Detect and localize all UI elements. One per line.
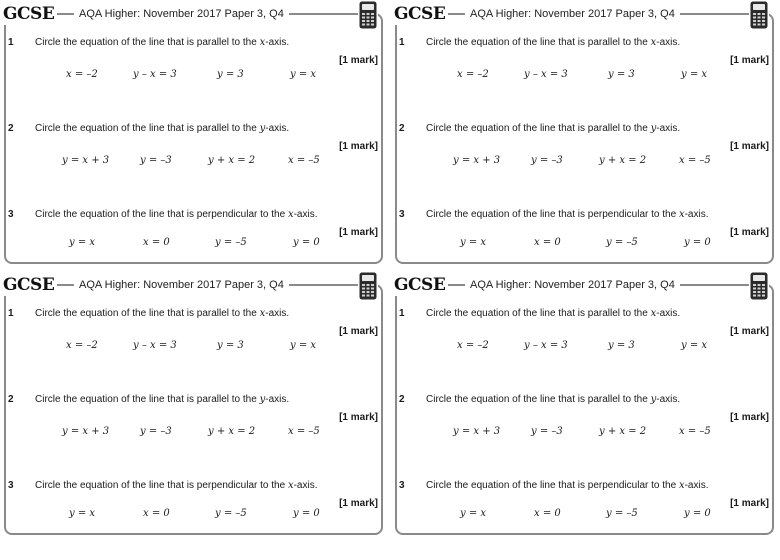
answer-option[interactable]: y = x [460,237,487,248]
calculator-icon [358,272,378,300]
answer-option[interactable]: x = –2 [66,340,98,351]
question-text-post: -axis. [684,480,709,491]
answer-option[interactable]: y = x + 3 [62,155,110,166]
question-text [35,209,317,220]
answer-option[interactable]: y = –3 [140,155,172,166]
answer-option[interactable]: y = 0 [684,237,711,248]
mark-allocation: [1 mark] [730,227,769,238]
question [391,480,776,560]
card-header [0,0,385,28]
axis-variable: y [650,123,657,134]
question-text-post: -axis. [265,37,290,48]
question [391,37,776,117]
axis-variable: x [650,308,657,319]
question-text [426,209,708,220]
answer-option[interactable]: y = x [69,508,96,519]
answer-option[interactable]: y + x = 2 [208,426,256,437]
answer-option[interactable]: y = 3 [608,69,635,80]
question-number: 2 [399,123,405,134]
exam-reference: AQA Higher: November 2017 Paper 3, Q4 [74,278,289,292]
answer-option[interactable]: y = x [460,508,487,519]
question-text-pre: Circle the equation of the line that is perpendicular to the [426,480,679,491]
answer-option[interactable]: y = x [681,340,708,351]
question-text [426,123,680,134]
question-text-pre: Circle the equation of the line that is perpendicular to the [426,209,679,220]
answer-option[interactable]: x = 0 [534,237,561,248]
answer-option[interactable]: x = –5 [288,426,320,437]
question-text-post: -axis. [656,37,681,48]
question-number: 3 [399,209,405,220]
question-text-pre: Circle the equation of the line that is parallel to the [35,37,260,48]
question-number: 1 [8,37,14,48]
answer-option[interactable]: x = 0 [143,237,170,248]
axis-variable: y [650,394,657,405]
answer-option[interactable]: y = x + 3 [453,155,501,166]
calculator-icon [749,1,769,29]
answer-option[interactable]: y + x = 2 [599,426,647,437]
question [391,123,776,203]
question-text [35,394,289,405]
mark-allocation: [1 mark] [339,498,378,509]
answer-option[interactable]: x = 0 [143,508,170,519]
answer-option[interactable]: y = 0 [293,508,320,519]
axis-variable: x [287,480,294,491]
question-number: 2 [8,394,14,405]
answer-option[interactable]: y + x = 2 [208,155,256,166]
question-text [35,480,317,491]
question-text-pre: Circle the equation of the line that is parallel to the [426,394,651,405]
question-text-post: -axis. [293,209,318,220]
answer-option[interactable]: y – x = 3 [133,340,177,351]
answer-option[interactable]: y = x [290,340,317,351]
question [0,123,385,203]
question-number: 2 [8,123,14,134]
mark-allocation: [1 mark] [730,326,769,337]
exam-reference: AQA Higher: November 2017 Paper 3, Q4 [465,7,680,21]
answer-option[interactable]: y – x = 3 [524,69,568,80]
question-number: 2 [399,394,405,405]
question-text [426,394,680,405]
question-text-post: -axis. [265,123,290,134]
question-text [426,480,708,491]
question-text-pre: Circle the equation of the line that is perpendicular to the [35,480,288,491]
question-number: 1 [399,308,405,319]
answer-option[interactable]: x = –5 [288,155,320,166]
question-text-post: -axis. [656,123,681,134]
answer-option[interactable]: y = x [681,69,708,80]
calculator-icon [358,1,378,29]
answer-option[interactable]: y = –5 [215,237,247,248]
answer-option[interactable]: y = 3 [608,340,635,351]
question-text-pre: Circle the equation of the line that is perpendicular to the [35,209,288,220]
axis-variable: x [259,37,266,48]
card-header [0,271,385,299]
answer-option[interactable]: y – x = 3 [524,340,568,351]
question-text-pre: Circle the equation of the line that is parallel to the [426,37,651,48]
axis-variable: x [287,209,294,220]
answer-option[interactable]: y = 3 [217,69,244,80]
question-text [35,37,289,48]
question [391,308,776,388]
mark-allocation: [1 mark] [730,55,769,66]
axis-variable: x [259,308,266,319]
axis-variable: x [678,209,685,220]
question-text-pre: Circle the equation of the line that is parallel to the [426,308,651,319]
answer-option[interactable]: y = x + 3 [453,426,501,437]
answer-option[interactable]: y = 0 [293,237,320,248]
mark-allocation: [1 mark] [730,412,769,423]
answer-option[interactable]: y = –5 [606,508,638,519]
answer-option[interactable]: x = –5 [679,426,711,437]
question-number: 1 [399,37,405,48]
question-number: 3 [8,480,14,491]
question-text-post: -axis. [293,480,318,491]
calculator-icon [749,272,769,300]
question-text-pre: Circle the equation of the line that is parallel to the [35,394,260,405]
question [0,37,385,117]
answer-option[interactable]: y = x [290,69,317,80]
answer-option[interactable]: y = –3 [531,155,563,166]
question-text-post: -axis. [265,394,290,405]
question-text-post: -axis. [265,308,290,319]
question-card [0,0,385,268]
exam-reference: AQA Higher: November 2017 Paper 3, Q4 [74,7,289,21]
question-number: 1 [8,308,14,319]
axis-variable: y [259,394,266,405]
question-text-pre: Circle the equation of the line that is parallel to the [35,308,260,319]
gcse-logo: GCSE [394,274,448,296]
question-card [391,271,776,539]
mark-allocation: [1 mark] [339,227,378,238]
question [0,308,385,388]
answer-option[interactable]: y = –3 [140,426,172,437]
question-text [35,123,289,134]
answer-option[interactable]: x = –5 [679,155,711,166]
answer-option[interactable]: y = 0 [684,508,711,519]
question-text-pre: Circle the equation of the line that is parallel to the [426,123,651,134]
axis-variable: x [678,480,685,491]
question-text [426,37,680,48]
question-text-post: -axis. [684,209,709,220]
answer-option[interactable]: y = x + 3 [62,426,110,437]
mark-allocation: [1 mark] [730,498,769,509]
answer-option[interactable]: y = –3 [531,426,563,437]
question-text-post: -axis. [656,308,681,319]
gcse-logo: GCSE [3,274,57,296]
mark-allocation: [1 mark] [339,55,378,66]
mark-allocation: [1 mark] [339,412,378,423]
mark-allocation: [1 mark] [339,141,378,152]
question [0,394,385,474]
answer-option[interactable]: y – x = 3 [133,69,177,80]
question-text-pre: Circle the equation of the line that is parallel to the [35,123,260,134]
mark-allocation: [1 mark] [730,141,769,152]
question [391,394,776,474]
question-card [391,0,776,268]
answer-option[interactable]: x = –2 [457,340,489,351]
question-number: 3 [399,480,405,491]
answer-option[interactable]: y + x = 2 [599,155,647,166]
answer-option[interactable]: y = –5 [215,508,247,519]
answer-option[interactable]: y = x [69,237,96,248]
gcse-logo: GCSE [394,3,448,25]
question-text-post: -axis. [656,394,681,405]
question [0,480,385,560]
answer-option[interactable]: x = –2 [66,69,98,80]
card-header [391,271,776,299]
card-header [391,0,776,28]
gcse-logo: GCSE [3,3,57,25]
question-number: 3 [8,209,14,220]
question-text [426,308,680,319]
exam-reference: AQA Higher: November 2017 Paper 3, Q4 [465,278,680,292]
answer-option[interactable]: x = 0 [534,508,561,519]
axis-variable: y [259,123,266,134]
mark-allocation: [1 mark] [339,326,378,337]
axis-variable: x [650,37,657,48]
answer-option[interactable]: y = 3 [217,340,244,351]
question-text [35,308,289,319]
question-card [0,271,385,539]
answer-option[interactable]: x = –2 [457,69,489,80]
answer-option[interactable]: y = –5 [606,237,638,248]
